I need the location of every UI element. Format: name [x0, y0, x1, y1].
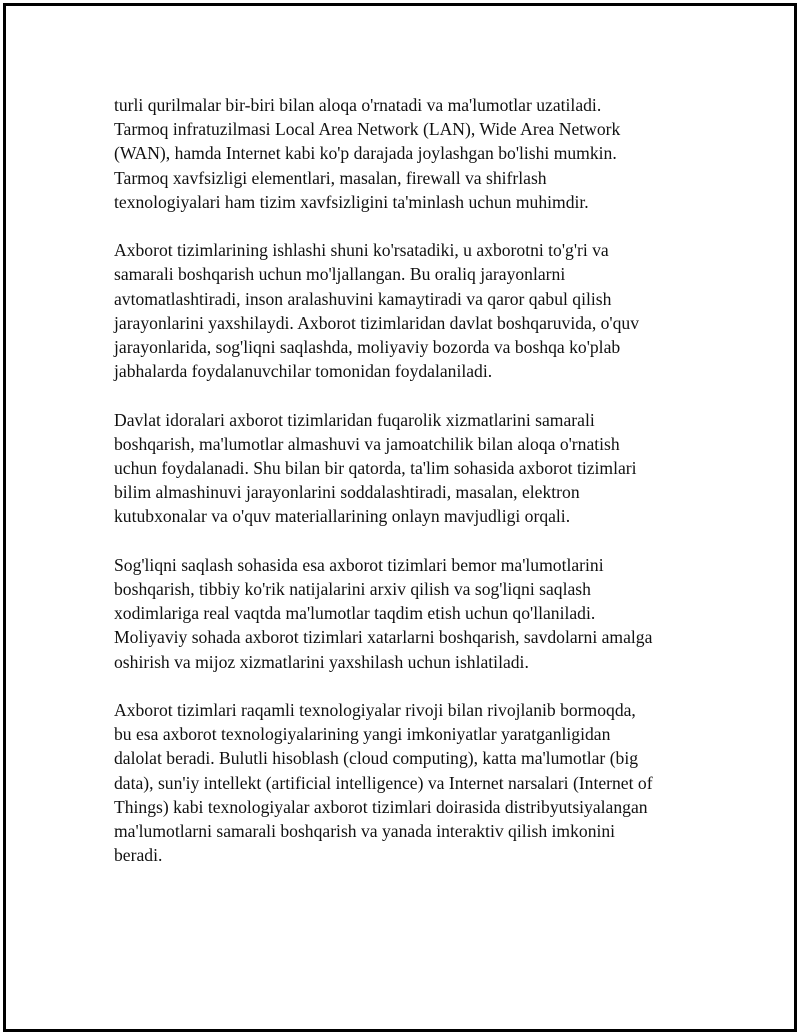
text-line: samarali boshqarish uchun mo'ljallangan. Bu oraliq jarayonlarni [114, 264, 566, 285]
text-line: Axborot tizimlarining ishlashi shuni ko'rsatadiki, u axborotni to'g'ri va [114, 240, 609, 261]
text-line: turli qurilmalar bir-biri bilan aloqa o'rnatadi va ma'lumotlar uzatiladi. [114, 95, 602, 115]
text-line: Tarmoq xavfsizligi elementlari, masalan, firewall va shifrlash [114, 167, 547, 188]
text-line: avtomatlashtiradi, inson aralashuvini kamaytiradi va qaror qabul qilish [114, 288, 612, 309]
text-line: data), sun'iy intellekt (artificial intelligence) va Internet narsalari (Internet of [114, 772, 653, 793]
text-line: ma'lumotlarni samarali boshqarish va yanada interaktiv qilish imkonini [114, 821, 616, 842]
text-line: Axborot tizimlari raqamli texnologiyalar rivoji bilan rivojlanib bormoqda, [114, 700, 636, 721]
text-line: Davlat idoralari axborot tizimlaridan fuqarolik xizmatlarini samarali [114, 409, 595, 430]
text-line: Sog'liqni saqlash sohasida esa axborot tizimlari bemor ma'lumotlarini [114, 554, 604, 575]
text-line: texnologiyalari ham tizim xavfsizligini ta'minlash uchun muhimdir. [114, 191, 589, 212]
text-line: beradi. [114, 845, 163, 866]
paragraph-digital-tech [114, 698, 694, 867]
text-line: jabhalarda foydalanuvchilar tomonidan foydalaniladi. [114, 361, 493, 382]
text-line: boshqarish, ma'lumotlar almashuvi va jamoatchilik bilan aloqa o'rnatish [114, 433, 620, 454]
paragraph-operation [114, 238, 694, 383]
text-line: xodimlariga real vaqtda ma'lumotlar taqdim etish uchun qo'llaniladi. [114, 603, 596, 624]
text-line: dalolat beradi. Bulutli hisoblash (cloud computing), katta ma'lumotlar (big [114, 748, 639, 769]
text-line: Things) kabi texnologiyalar axborot tizimlari doirasida distribyutsiyalangan [114, 796, 648, 817]
text-line: uchun foydalanadi. Shu bilan bir qatorda, ta'lim sohasida axborot tizimlari [114, 458, 637, 479]
paragraph-network [114, 93, 694, 214]
text-line: oshirish va mijoz xizmatlarini yaxshilash uchun ishlatiladi. [114, 651, 529, 672]
text-line: bu esa axborot texnologiyalarining yangi imkoniyatlar yaratganligidan [114, 724, 611, 745]
paragraph-healthcare [114, 553, 694, 674]
text-line: jarayonlarini yaxshilaydi. Axborot tizimlaridan davlat boshqaruvida, o'quv [114, 312, 639, 333]
text-line: boshqarish, tibbiy ko'rik natijalarini arxiv qilish va sog'liqni saqlash [114, 579, 591, 600]
text-line: Tarmoq infratuzilmasi Local Area Network (LAN), Wide Area Network [114, 119, 621, 140]
text-line: jarayonlarida, sog'liqni saqlashda, moliyaviy bozorda va boshqa ko'plab [114, 337, 621, 358]
document-body [114, 93, 694, 892]
paragraph-government [114, 408, 694, 529]
text-line: (WAN), hamda Internet kabi ko'p darajada joylashgan bo'lishi mumkin. [114, 143, 617, 164]
text-line: Moliyaviy sohada axborot tizimlari xatarlarni boshqarish, savdolarni amalga [114, 627, 653, 648]
text-line: kutubxonalar va o'quv materiallarining onlayn mavjudligi orqali. [114, 506, 571, 527]
text-line: bilim almashinuvi jarayonlarini soddalashtiradi, masalan, elektron [114, 482, 580, 503]
